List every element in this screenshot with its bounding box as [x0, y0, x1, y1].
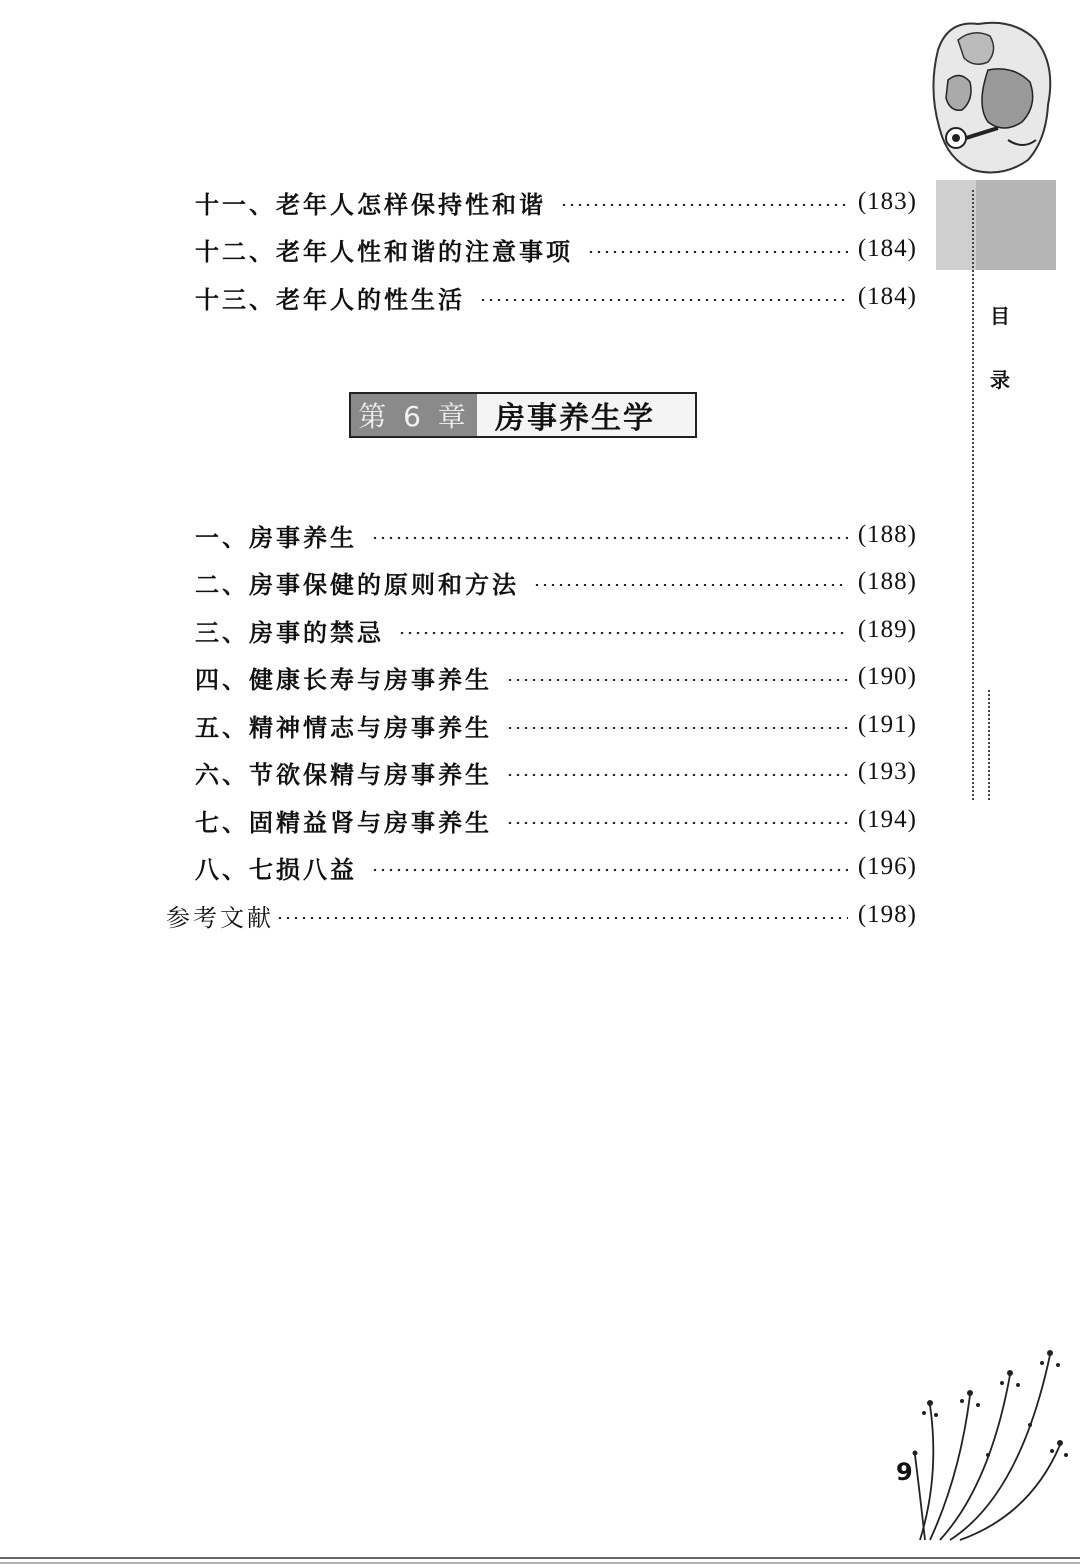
toc-entry-title: 六、节欲保精与房事养生 [195, 759, 492, 789]
toc-entry-page: (188) [857, 521, 917, 548]
toc-entry-page: (194) [857, 806, 917, 833]
leader-dots [276, 917, 848, 919]
leader-dots [479, 299, 848, 301]
toc-entry-title: 五、精神情志与房事养生 [195, 712, 492, 742]
leader-dots [506, 727, 848, 729]
toc-entry-title: 四、健康长寿与房事养生 [195, 664, 492, 694]
toc-entry [195, 752, 917, 792]
toc-entry [195, 182, 917, 222]
leader-dots [371, 869, 848, 871]
side-tab-char-2: 录 [990, 368, 1010, 392]
toc-entry-title: 一、房事养生 [195, 522, 357, 552]
leader-dots [506, 679, 848, 681]
toc-entry [195, 229, 917, 269]
toc-entry-page: (183) [857, 188, 917, 215]
leader-dots [398, 632, 848, 634]
toc-entry-title: 参考文献 [166, 903, 274, 932]
leader-dots [506, 774, 848, 776]
leader-dots [506, 822, 848, 824]
toc-entry [195, 610, 917, 650]
chapter-heading [349, 392, 697, 438]
flower-decoration [900, 1335, 1070, 1545]
leader-dots [560, 204, 848, 206]
chapter-title: 房事养生学 [477, 394, 695, 436]
toc-entry-page: (196) [857, 853, 917, 880]
leader-dots [587, 251, 848, 253]
toc-entry-title: 八、七损八益 [195, 854, 357, 884]
page-number: 9 [896, 1458, 913, 1486]
toc-entry [195, 515, 917, 555]
toc-entry-page: (188) [857, 568, 917, 595]
toc-entry-page: (190) [857, 663, 917, 690]
toc-entry-title: 三、房事的禁忌 [195, 617, 384, 647]
side-dotted-rule-short [988, 690, 990, 800]
leader-dots [533, 584, 848, 586]
bottom-border-line [0, 1555, 1080, 1567]
chapter-number: 第 6 章 [351, 394, 477, 436]
side-tab-char-1: 目 [990, 304, 1010, 328]
toc-entry-page: (191) [857, 711, 917, 738]
toc-entry-page: (193) [857, 758, 917, 785]
muscleman-illustration [918, 10, 1058, 270]
toc-entry [195, 847, 917, 887]
toc-entry-page: (184) [857, 235, 917, 262]
leader-dots [371, 537, 848, 539]
toc-entry [195, 705, 917, 745]
toc-entry-references [166, 895, 917, 935]
toc-entry-title: 七、固精益肾与房事养生 [195, 807, 492, 837]
toc-entry-page: (184) [857, 283, 917, 310]
toc-entry-page: (189) [857, 616, 917, 643]
toc-entry-title: 十二、老年人性和谐的注意事项 [195, 236, 573, 266]
toc-entry-title: 二、房事保健的原则和方法 [195, 569, 519, 599]
toc-entry [195, 800, 917, 840]
toc-entry [195, 657, 917, 697]
side-dotted-rule [972, 190, 974, 800]
toc-entry-title: 十三、老年人的性生活 [195, 284, 465, 314]
toc-entry-page: (198) [857, 901, 917, 928]
toc-entry [195, 562, 917, 602]
toc-entry-title: 十一、老年人怎样保持性和谐 [195, 189, 546, 219]
toc-entry [195, 277, 917, 317]
